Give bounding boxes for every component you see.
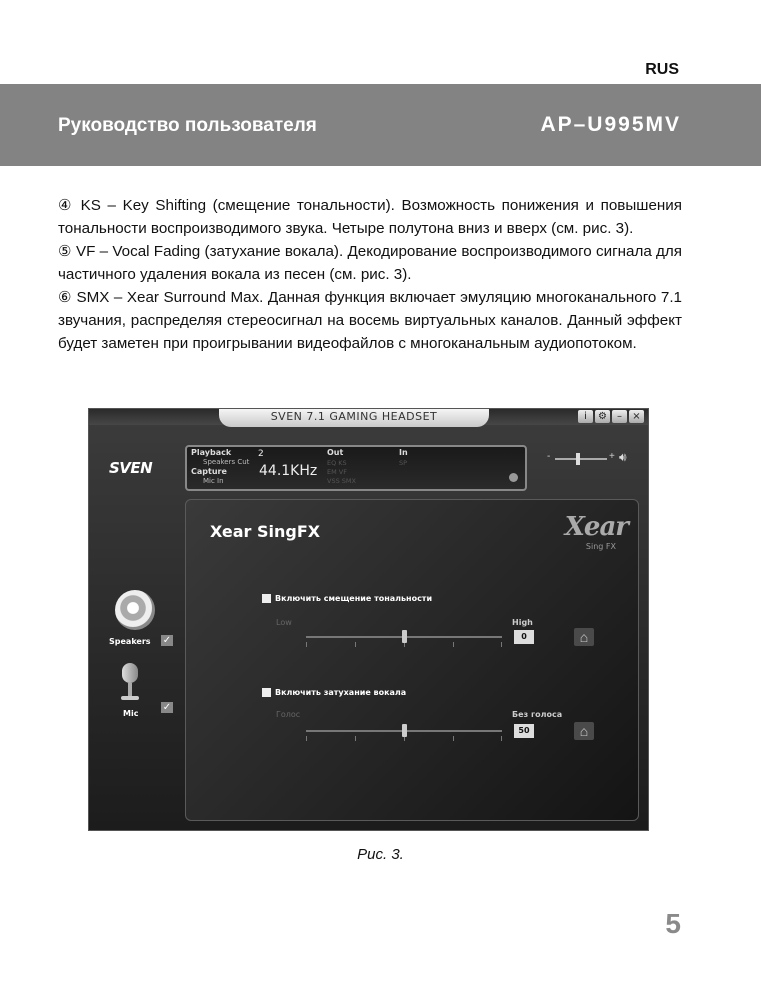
vocal-fade-option[interactable] — [262, 688, 406, 697]
key-shift-slider[interactable] — [306, 632, 502, 648]
speakers-check-icon[interactable]: ✓ — [162, 635, 172, 646]
capture-device: Mic In — [203, 477, 224, 485]
key-shift-checkbox[interactable] — [262, 594, 271, 603]
vocal-fade-reset-home-icon[interactable]: ⌂ — [574, 722, 594, 740]
body-text — [58, 194, 682, 355]
key-shift-reset-home-icon[interactable]: ⌂ — [574, 628, 594, 646]
status-display — [185, 445, 527, 491]
volume-minus: - — [547, 451, 551, 462]
window-buttons — [578, 410, 644, 423]
in-effect: SP — [399, 459, 408, 467]
speakers-icon[interactable] — [115, 590, 155, 630]
volume-thumb[interactable] — [576, 453, 580, 465]
figure-caption: Рис. 3. — [357, 846, 404, 863]
out-effect: EM VF — [327, 468, 347, 476]
volume-control[interactable] — [547, 450, 642, 465]
vocal-fade-slider[interactable] — [306, 726, 502, 742]
singfx-panel — [185, 499, 639, 821]
minimize-button[interactable]: – — [612, 410, 627, 423]
vocal-fade-low-label: Голос — [276, 710, 301, 719]
sven-logo: SVEN — [109, 459, 153, 477]
app-screenshot — [88, 408, 649, 831]
page-number: 5 — [665, 908, 681, 939]
volume-plus: + — [609, 451, 615, 462]
key-shift-thumb[interactable] — [402, 630, 407, 643]
info-button[interactable]: i — [578, 410, 593, 423]
mic-icon[interactable] — [119, 663, 141, 703]
key-shift-label: Включить смещение тональности — [275, 594, 433, 603]
model-name: AP–U995MV — [540, 113, 681, 136]
paragraph-vf: ⑤ VF – Vocal Fading (затухание вокала). Декодирование воспроизводимого сигнала для частичного удаления вокала из песен (см. рис. 3). — [58, 243, 682, 283]
xear-logo: Xear — [564, 512, 628, 542]
vocal-fade-label: Включить затухание вокала — [275, 688, 407, 697]
speakers-label: Speakers — [109, 637, 151, 646]
speaker-icon[interactable]: 🔊︎ — [619, 450, 627, 464]
key-shift-option[interactable] — [262, 594, 432, 603]
key-shift-value: 0 — [514, 630, 534, 644]
out-label: Out — [327, 448, 344, 457]
key-shift-high-label: High — [512, 618, 533, 627]
capture-label: Capture — [191, 467, 227, 476]
vocal-fade-value: 50 — [514, 724, 534, 738]
vocal-fade-high-label: Без голоса — [512, 710, 563, 719]
panel-title: Xear SingFX — [210, 522, 321, 541]
in-label: In — [399, 448, 408, 457]
out-effect: VSS SMX — [327, 477, 356, 485]
lcd-knob-icon[interactable] — [509, 473, 518, 482]
settings-button[interactable]: ⚙ — [595, 410, 610, 423]
page-title: Руководство пользователя — [58, 115, 317, 136]
close-button[interactable]: × — [629, 410, 644, 423]
mic-label: Mic — [123, 709, 139, 718]
key-shift-low-label: Low — [276, 618, 292, 627]
mic-check-icon[interactable]: ✓ — [162, 702, 172, 713]
vocal-fade-checkbox[interactable] — [262, 688, 271, 697]
volume-track[interactable] — [555, 458, 607, 460]
language-label: RUS — [645, 61, 679, 78]
channel-count: 2 — [258, 449, 264, 459]
playback-device: Speakers Cut — [203, 458, 250, 466]
out-effect: EQ KS — [327, 459, 347, 467]
paragraph-smx: ⑥ SMX – Xear Surround Max. Данная функция включает эмуляцию многоканального 7.1 звучания, распределяя стереосигнал на восемь виртуальных каналов. Данный эффект будет заметен при проигрывании видеофайлов с многоканальным аудиопотоком. — [58, 289, 682, 352]
xear-logo-sub: Sing FX — [585, 542, 616, 551]
vocal-fade-thumb[interactable] — [402, 724, 407, 737]
paragraph-ks: ④ KS – Key Shifting (смещение тональности). Возможность понижения и повышения тональности воспроизводимого звука. Четыре полутона вниз и вверх (см. рис. 3). — [58, 197, 682, 237]
playback-label: Playback — [191, 448, 232, 457]
window-title: SVEN 7.1 GAMING HEADSET — [219, 409, 489, 427]
sample-rate: 44.1KHz — [259, 463, 318, 479]
